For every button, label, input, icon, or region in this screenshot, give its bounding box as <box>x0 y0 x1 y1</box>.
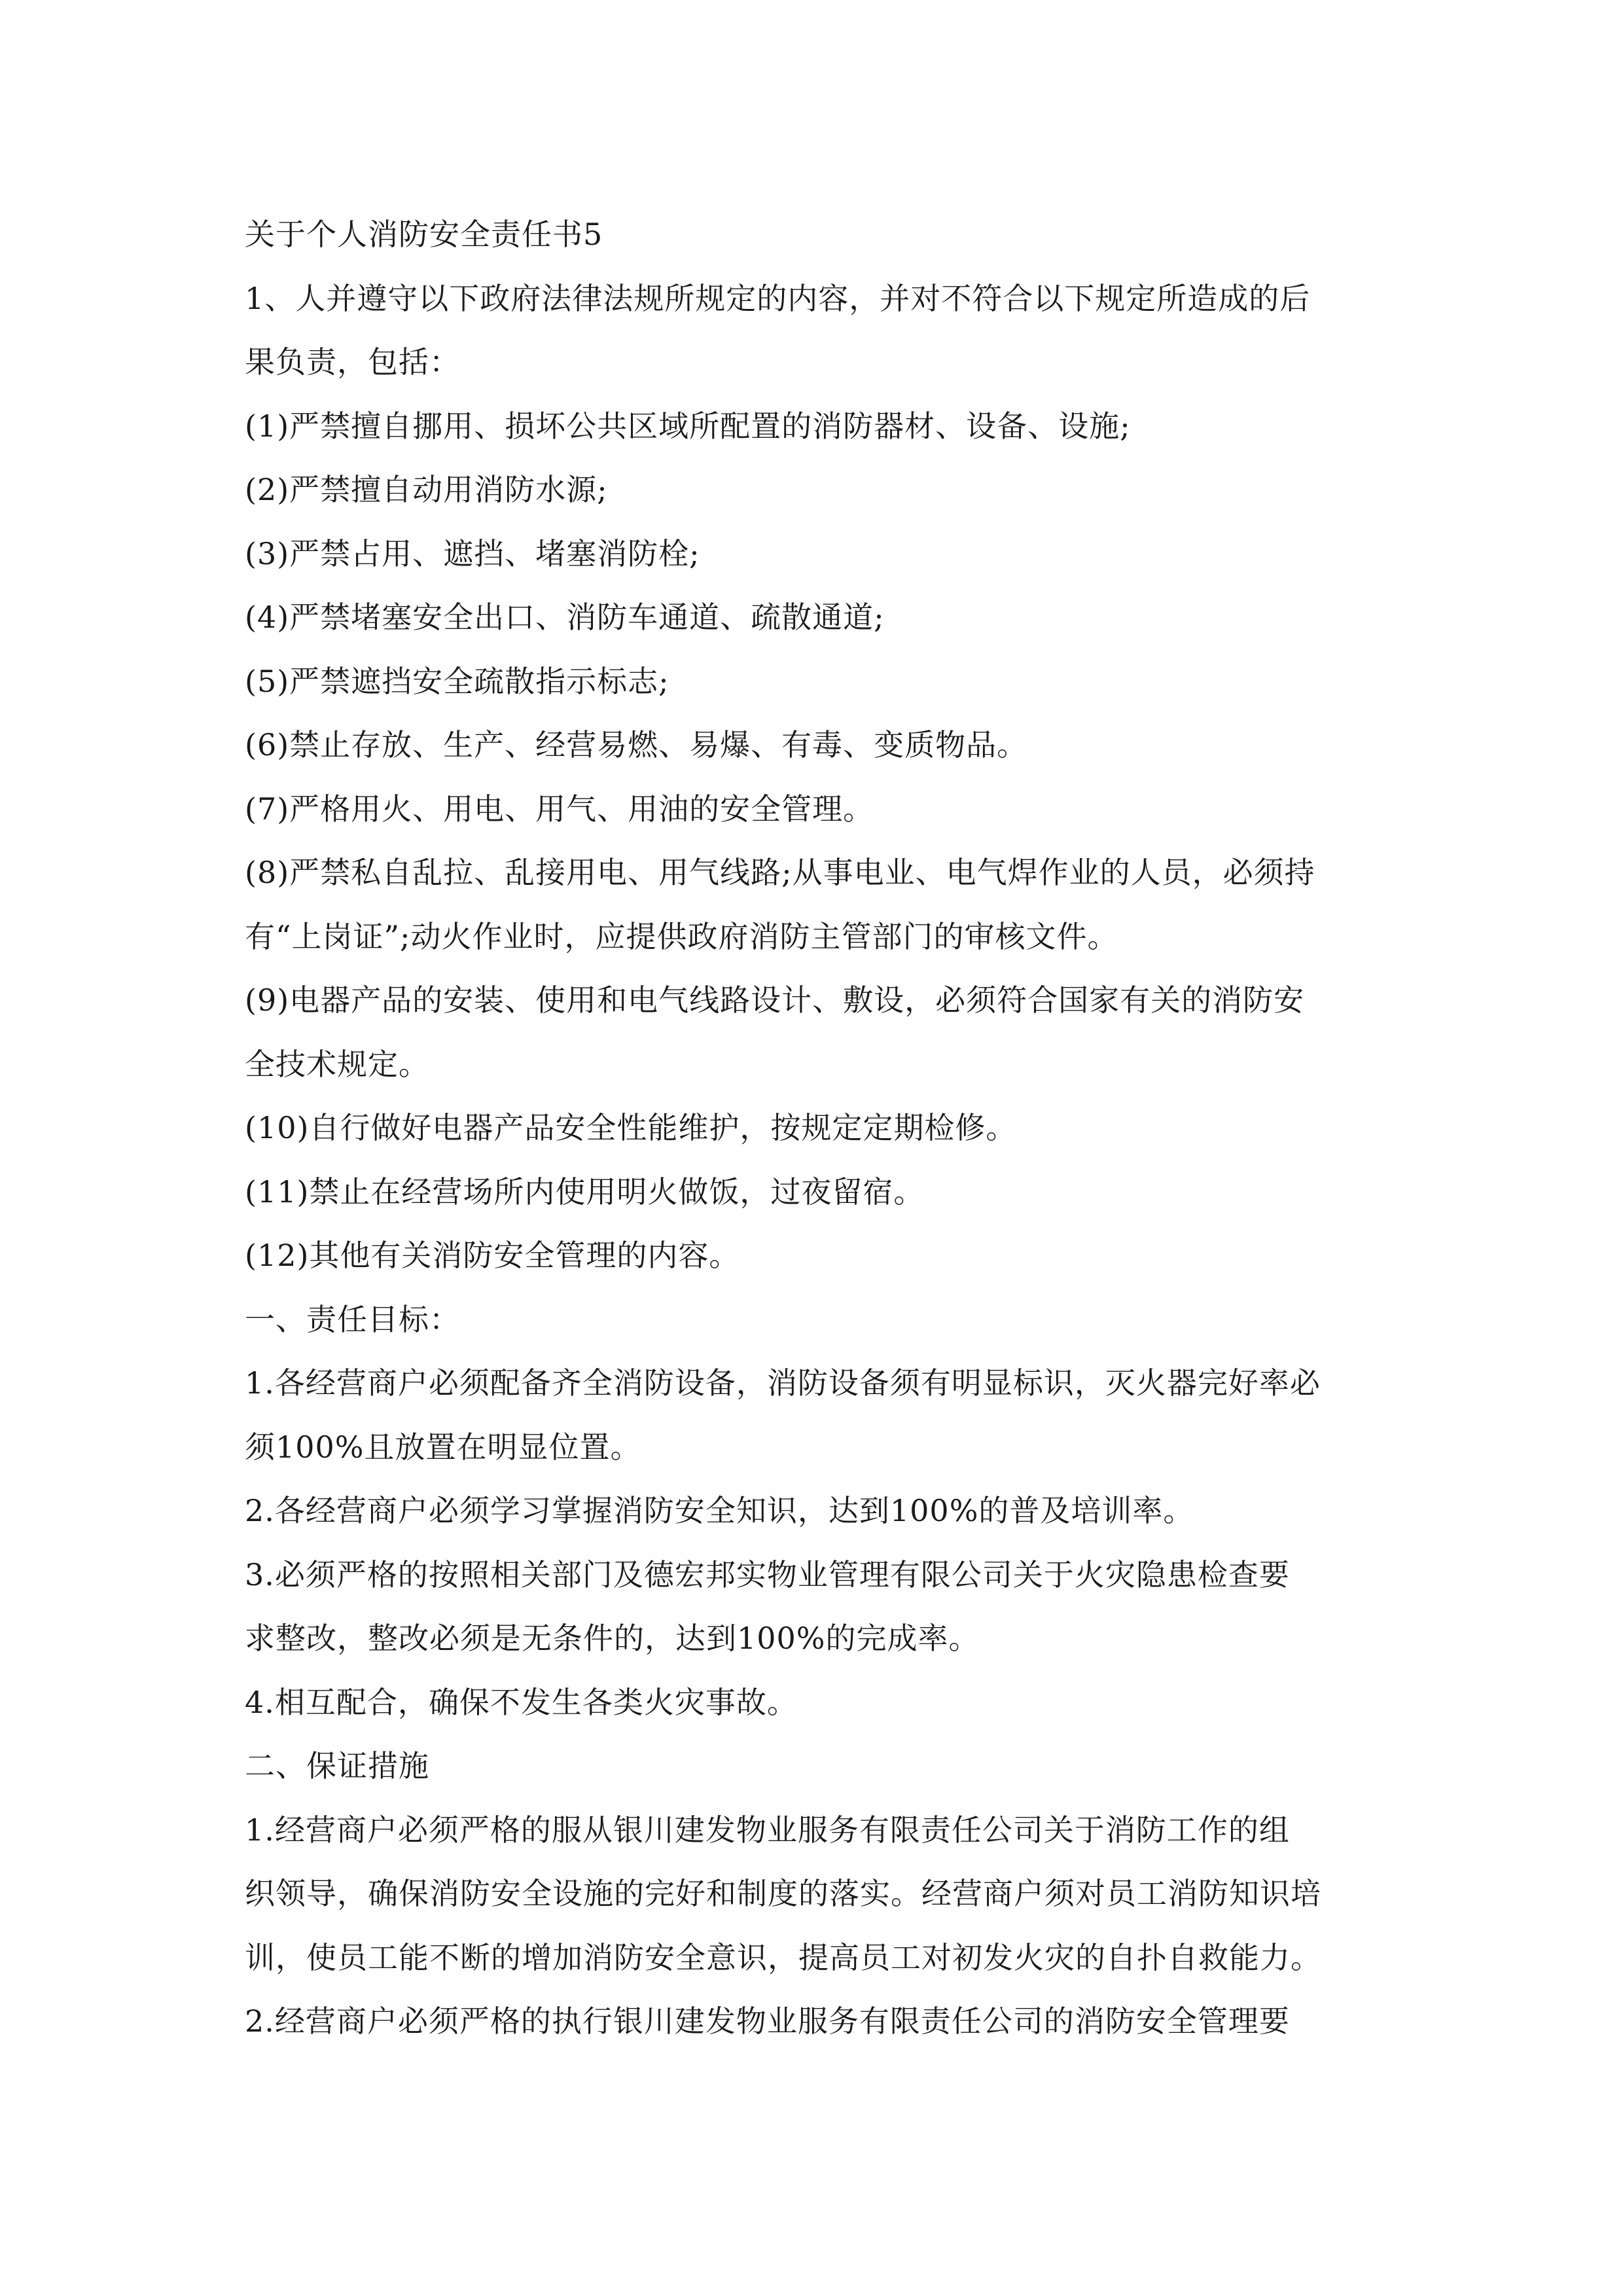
text-line: (12)其他有关消防安全管理的内容。 <box>245 1238 740 1273</box>
text-line: 1.各经营商户必须配备齐全消防设备，消防设备须有明显标识，灭火器完好率必 <box>245 1365 1321 1401</box>
text-line: 全技术规定。 <box>245 1046 429 1082</box>
text-line: 1.经营商户必须严格的服从银川建发物业服务有限责任公司关于消防工作的组 <box>245 1812 1290 1848</box>
text-line: 求整改，整改必须是无条件的，达到100%的完成率。 <box>245 1621 980 1656</box>
text-line: (5)严禁遮挡安全疏散指示标志; <box>245 663 669 699</box>
text-line: (3)严禁占用、遮挡、堵塞消防栓; <box>245 535 700 571</box>
text-line: 须100%且放置在明显位置。 <box>245 1429 641 1465</box>
text-line: 1、人并遵守以下政府法律法规所规定的内容，并对不符合以下规定所造成的后 <box>245 280 1311 316</box>
document-body <box>245 203 1397 2054</box>
text-line: 2.各经营商户必须学习掌握消防安全知识，达到100%的普及培训率。 <box>245 1493 1194 1528</box>
text-line: (6)禁止存放、生产、经营易燃、易爆、有毒、变质物品。 <box>245 727 1028 762</box>
text-line: (9)电器产品的安装、使用和电气线路设计、敷设，必须符合国家有关的消防安 <box>245 982 1305 1018</box>
text-line: (11)禁止在经营场所内使用明火做饭，过夜留宿。 <box>245 1174 925 1210</box>
text-line: 2.经营商户必须严格的执行银川建发物业服务有限责任公司的消防安全管理要 <box>245 2003 1290 2039</box>
text-line: 果负责，包括： <box>245 344 460 380</box>
section-heading: 一、责任目标： <box>245 1301 460 1337</box>
text-line: 4.相互配合，确保不发生各类火灾事故。 <box>245 1684 798 1720</box>
text-line: 有“上岗证”;动火作业时，应提供政府消防主管部门的审核文件。 <box>245 918 1118 954</box>
text-line: (8)严禁私自乱拉、乱接用电、用气线路;从事电业、电气焊作业的人员，必须持 <box>245 855 1315 890</box>
text-line: (4)严禁堵塞安全出口、消防车通道、疏散通道; <box>245 600 885 635</box>
text-line: (7)严格用火、用电、用气、用油的安全管理。 <box>245 791 874 827</box>
text-line: 训，使员工能不断的增加消防安全意识，提高员工对初发火灾的自扑自救能力。 <box>245 1939 1321 1975</box>
document-title: 关于个人消防安全责任书5 <box>245 217 603 252</box>
text-line: (2)严禁擅自动用消防水源; <box>245 472 608 507</box>
section-heading: 二、保证措施 <box>245 1748 429 1784</box>
text-line: 织领导，确保消防安全设施的完好和制度的落实。经营商户须对员工消防知识培 <box>245 1876 1321 1911</box>
text-line: (1)严禁擅自挪用、损坏公共区域所配置的消防器材、设备、设施; <box>245 408 1131 444</box>
text-line: 3.必须严格的按照相关部门及德宏邦实物业管理有限公司关于火灾隐患检查要 <box>245 1556 1290 1592</box>
text-line: (10)自行做好电器产品安全性能维护，按规定定期检修。 <box>245 1110 1017 1145</box>
